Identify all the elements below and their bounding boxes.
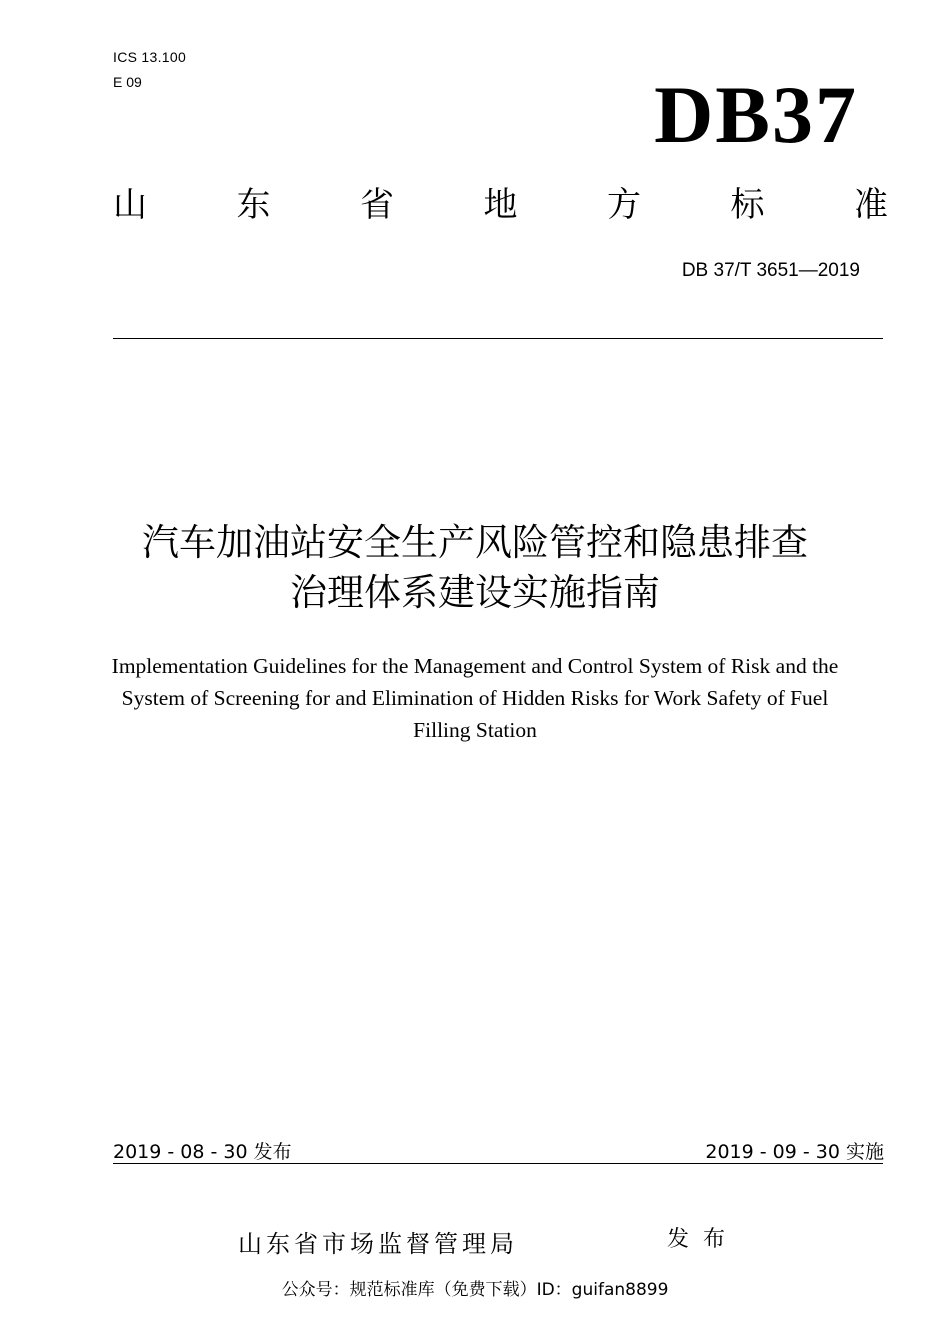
title-english xyxy=(75,650,875,746)
ics-code: ICS 13.100 xyxy=(113,49,187,65)
standard-type xyxy=(113,185,888,225)
implementation-date: 2019 - 09 - 30 实施 xyxy=(705,1141,884,1163)
db-mark: DB37 xyxy=(654,69,858,160)
publish-label: 发布 xyxy=(667,1227,740,1252)
standard-type-char: 方 xyxy=(607,185,641,225)
top-divider xyxy=(113,338,883,339)
title-english-line: Implementation Guidelines for the Management and Control System of Risk and the xyxy=(111,654,839,678)
footer-note: 公众号：规范标准库（免费下载）ID：guifan8899 xyxy=(281,1280,669,1300)
standard-type-char: 省 xyxy=(360,185,394,225)
ccs-code: E 09 xyxy=(113,74,142,90)
standard-type-char: 准 xyxy=(854,185,888,225)
standard-type-char: 东 xyxy=(236,185,271,225)
issue-date: 2019 - 08 - 30 发布 xyxy=(113,1141,292,1163)
title-chinese-line: 治理体系建设实施指南 xyxy=(290,571,660,614)
title-chinese-line: 汽车加油站安全生产风险管控和隐患排查 xyxy=(142,521,808,564)
standard-type-char: 山 xyxy=(113,185,147,225)
bottom-divider xyxy=(113,1163,883,1164)
standard-type-char: 地 xyxy=(483,185,518,225)
issuing-authority: 山东省市场监督管理局 xyxy=(238,1230,518,1258)
title-english-line: System of Screening for and Elimination of Hidden Risks for Work Safety of Fuel xyxy=(121,686,829,710)
standard-number: DB 37/T 3651—2019 xyxy=(681,260,860,281)
standard-type-char: 标 xyxy=(730,185,765,225)
title-english-line: Filling Station xyxy=(413,718,537,742)
title-chinese xyxy=(0,518,950,618)
